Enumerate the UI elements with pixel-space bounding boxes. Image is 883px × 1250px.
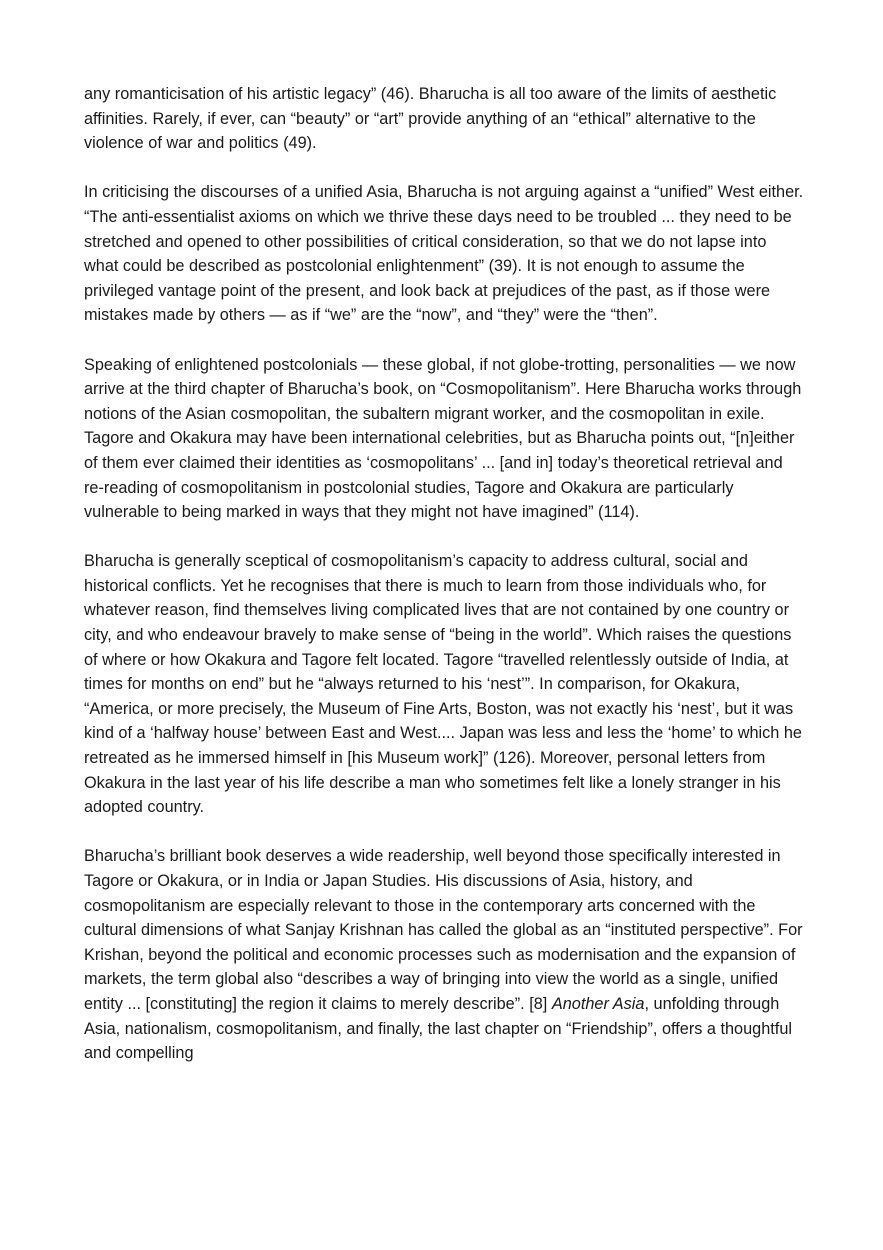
conclusion-text-end: , unfolding through Asia, nationalism, cosmopolitanism, and finally, the last chapter on “Friendship”, offers a thoughtful and compelling bbox=[84, 994, 792, 1063]
paragraph-unified-asia: In criticising the discourses of a unified Asia, Bharucha is not arguing against a “unified” West either. “The anti-essentialist axioms on which we thrive these days need to be troubled ... they need to be stretched and opened to other possibilities of critical consideration, so that we do not lapse into what could be described as postcolonial enlightenment” (39). It is not enough to assume the privileged vantage point of the present, and look back at prejudices of the past, as if those were mistakes made by others — as if “we” are the “now”, and “they” were the “then”. bbox=[84, 183, 804, 325]
book-title: Another Asia bbox=[551, 994, 645, 1013]
paragraph-cosmopolitanism: Speaking of enlightened postcolonials — these global, if not globe-trotting, personalities — we now arrive at the third chapter of Bharucha’s book, on “Cosmopolitanism”. Here Bharucha works through notions of the Asian cosmopolitan, the subaltern migrant worker, and the cosmopolitan in exile. Tagore and Okakura may have been international celebrities, but as Bharucha points out, “[n]either of them ever claimed their identities as ‘cosmopolitans’ ... [and in] today’s theoretical retrieval and re-reading of cosmopolitanism in postcolonial studies, Tagore and Okakura are particularly vulnerable to being marked in ways that they might not have imagined” (114). bbox=[84, 355, 802, 522]
paragraph-aesthetic-limits: any romanticisation of his artistic legacy” (46). Bharucha is all too aware of the limits of aesthetic affinities. Rarely, if ever, can “beauty” or “art” provide anything of an “ethical” alternative to the violence of war and politics (49). bbox=[84, 85, 777, 153]
paragraph-okakura-tagore-location: Bharucha is generally sceptical of cosmopolitanism’s capacity to address cultural, social and historical conflicts. Yet he recognises that there is much to learn from those individuals who, for whatever reason, find themselves living complicated lives that are not contained by one country or city, and who endeavour bravely to make sense of “being in the world”. Which raises the questions of where or how Okakura and Tagore felt located. Tagore “travelled relentlessly outside of India, at times for months on end” but he “always returned to his ‘nest’”. In comparison, for Okakura, “America, or more precisely, the Museum of Fine Arts, Boston, was not exactly his ‘nest’, but it was kind of a ‘halfway house’ between East and West.... Japan was less and less the ‘home’ to which he retreated as he immersed himself in [his Museum work]” (126). Moreover, personal letters from Okakura in the last year of his life describe a man who sometimes felt like a lonely stranger in his adopted country. bbox=[84, 552, 802, 817]
paragraph-conclusion bbox=[84, 844, 804, 1065]
document-body bbox=[84, 82, 804, 1066]
conclusion-text-start: Bharucha’s brilliant book deserves a wide readership, well beyond those specifically interested in Tagore or Okakura, or in India or Japan Studies. His discussions of Asia, history, and cosmopolitanism are especially relevant to those in the contemporary arts concerned with the cultural dimensions of what Sanjay Krishnan has called the global as an “instituted perspective”. For Krishan, beyond the political and economic processes such as modernisation and the expansion of markets, the term global also “describes a way of bringing into view the world as a single, unified entity ... [constituting] the region it claims to merely describe”. [8] bbox=[84, 847, 803, 1013]
